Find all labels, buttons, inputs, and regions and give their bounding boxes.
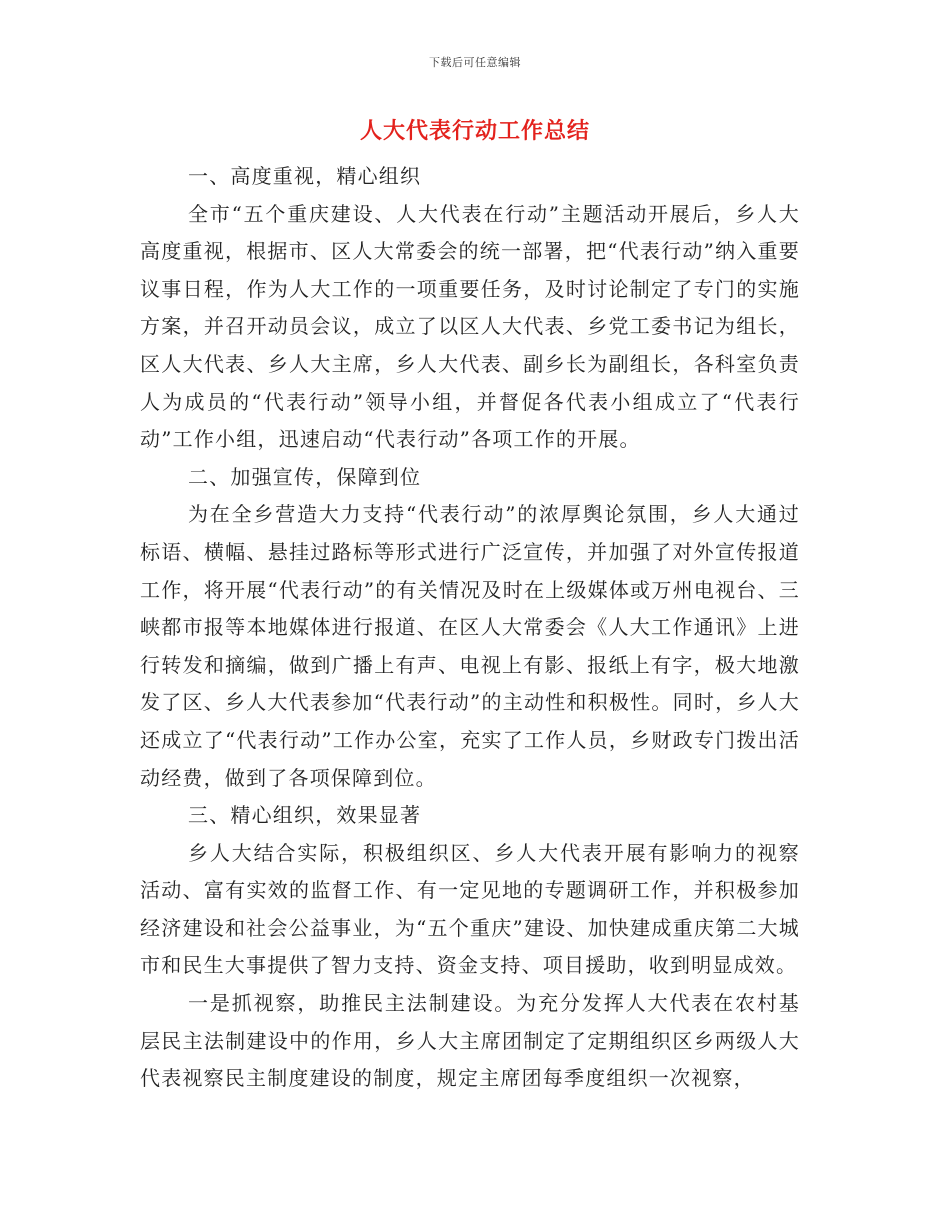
paragraph-2: 为在全乡营造大力支持“代表行动”的浓厚舆论氛围，乡人大通过标语、横幅、悬挂过路标等形式进行广泛宣传，并加强了对外宣传报道工作，将开展“代表行动”的有关情况及时在上级媒体或万州电视台、三峡都市报等本地媒体进行报道、在区人大常委会《人大工作通讯》上进行转发和摘编，做到广播上有声、电视上有影、报纸上有字，极大地激发了区、乡人大代表参加“代表行动”的主动性和积极性。同时，乡人大还成立了“代表行动”工作办公室，充实了工作人员，乡财政专门拨出活动经费，做到了各项保障到位。 (140, 502, 800, 790)
paragraph-3: 乡人大结合实际，积极组织区、乡人大代表开展有影响力的视察活动、富有实效的监督工作、有一定见地的专题调研工作，并积极参加经济建设和社会公益事业，为“五个重庆”建设、加快建成重庆第二大城市和民生大事提供了智力支持、资金支持、项目援助，收到明显成效。 (140, 840, 800, 978)
section-heading-2: 二、加强宣传，保障到位 (188, 464, 422, 489)
section-heading-1: 一、高度重视，精心组织 (188, 164, 422, 188)
header-note: 下载后可任意编辑 (429, 56, 521, 69)
section-heading-3: 三、精心组织，效果显著 (188, 803, 422, 828)
document-title: 人大代表行动工作总结 (359, 119, 590, 144)
paragraph-4: 一是抓视察，助推民主法制建设。为充分发挥人大代表在农村基层民主法制建设中的作用，乡人大主席团制定了定期组织区乡两级人大代表视察民主制度建设的制度，规定主席团每季度组织一次视察， (140, 991, 800, 1091)
paragraph-1: 全市“五个重庆建设、人大代表在行动”主题活动开展后，乡人大高度重视，根据市、区人大常委会的统一部署，把“代表行动”纳入重要议事日程，作为人大工作的一项重要任务，及时讨论制定了专门的实施方案，并召开动员会议，成立了以区人大代表、乡党工委书记为组长，区人大代表、乡人大主席，乡人大代表、副乡长为副组长，各科室负责人为成员的“代表行动”领导小组，并督促各代表小组成立了“代表行动”工作小组，迅速启动“代表行动”各项工作的开展。 (140, 201, 800, 452)
document-body (140, 158, 800, 1098)
